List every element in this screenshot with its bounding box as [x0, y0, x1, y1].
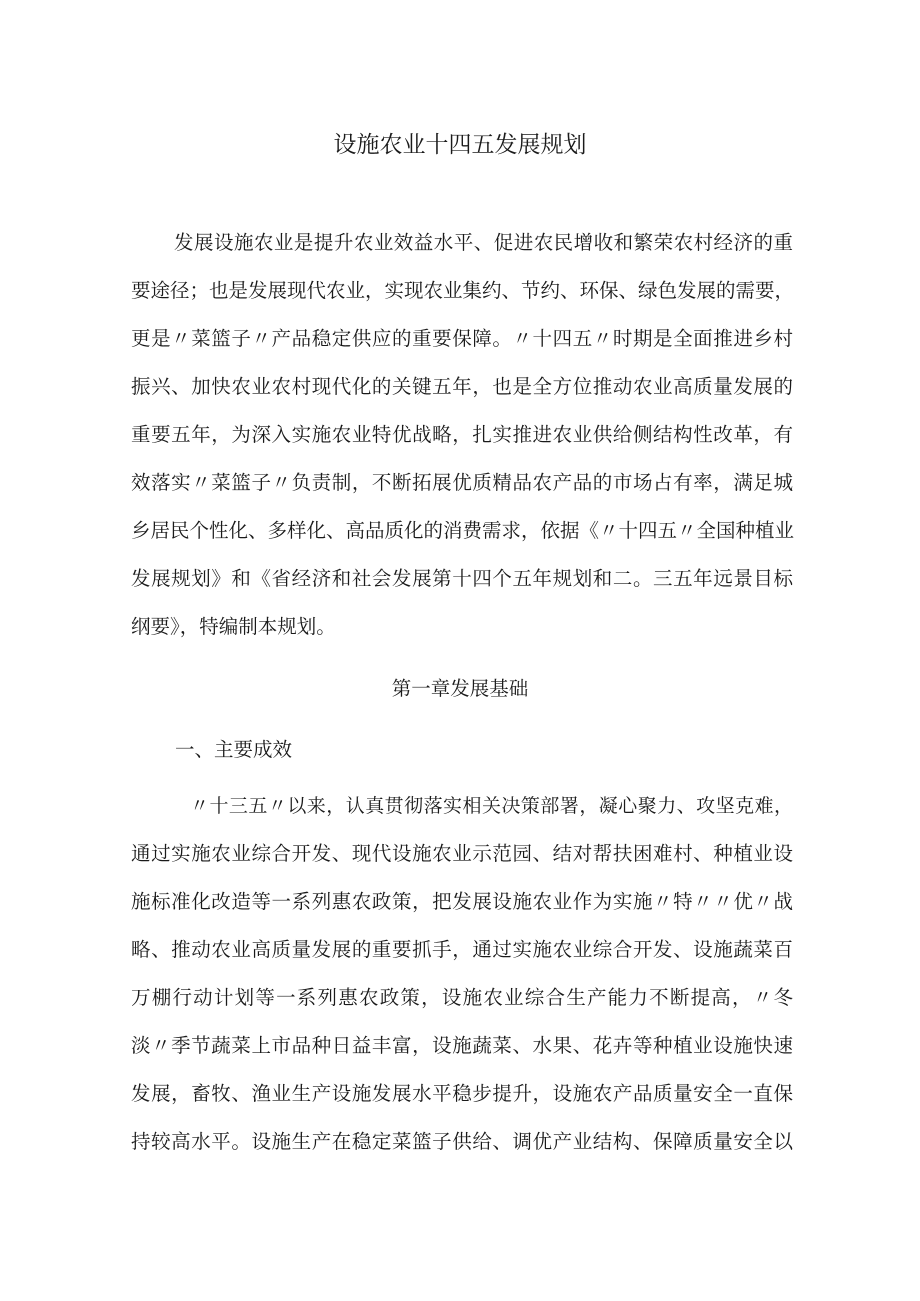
document-title: 设施农业十四五发展规划 — [333, 132, 587, 158]
body-line: 持较高水平。设施生产在稳定菜篮子供给、调优产业结构、保障质量安全以 — [131, 1130, 793, 1153]
intro-line: 发展规划》和《省经济和社会发展第十四个五年规划和二。三五年远景目标 — [131, 567, 793, 590]
intro-line: 效落实〃菜篮子〃负责制，不断拓展优质精品农产品的市场占有率，满足城 — [131, 471, 793, 494]
intro-line: 纲要》，特编制本规划。 — [131, 615, 336, 638]
body-line: 淡〃季节蔬菜上市品种日益丰富，设施蔬菜、水果、花卉等种植业设施快速 — [131, 1034, 793, 1057]
body-line: 〃十三五〃以来，认真贯彻落实相关决策部署，凝心聚力、攻坚克难， — [190, 795, 793, 817]
intro-line: 乡居民个性化、多样化、高品质化的消费需求，依据《〃十四五〃全国种植业 — [131, 519, 795, 542]
intro-line: 重要五年，为深入实施农业特优战略，扎实推进农业供给侧结构性改革，有 — [131, 423, 793, 446]
section-heading: 一、主要成效 — [175, 738, 293, 761]
body-line: 发展，畜牧、渔业生产设施发展水平稳步提升，设施农产品质量安全一直保 — [131, 1082, 793, 1105]
intro-line: 要途径；也是发展现代农业，实现农业集约、节约、环保、绿色发展的需要， — [131, 279, 795, 302]
chapter-heading: 第一章发展基础 — [391, 677, 529, 700]
body-line: 略、推动农业高质量发展的重要抓手，通过实施农业综合开发、设施蔬菜百 — [131, 938, 793, 961]
body-line: 施标准化改造等一系列惠农政策，把发展设施农业作为实施〃特〃〃优〃战 — [131, 890, 793, 913]
intro-line: 发展设施农业是提升农业效益水平、促进农民增收和繁荣农村经济的重 — [174, 231, 793, 254]
intro-line: 振兴、加快农业农村现代化的关键五年，也是全方位推动农业高质量发展的 — [131, 375, 793, 398]
body-line: 万棚行动计划等一系列惠农政策，设施农业综合生产能力不断提高，〃冬 — [131, 986, 793, 1009]
body-line: 通过实施农业综合开发、现代设施农业示范园、结对帮扶困难村、种植业设 — [131, 842, 793, 865]
intro-line: 更是〃菜篮子〃产品稳定供应的重要保障。〃十四五〃时期是全面推进乡村 — [131, 327, 793, 350]
